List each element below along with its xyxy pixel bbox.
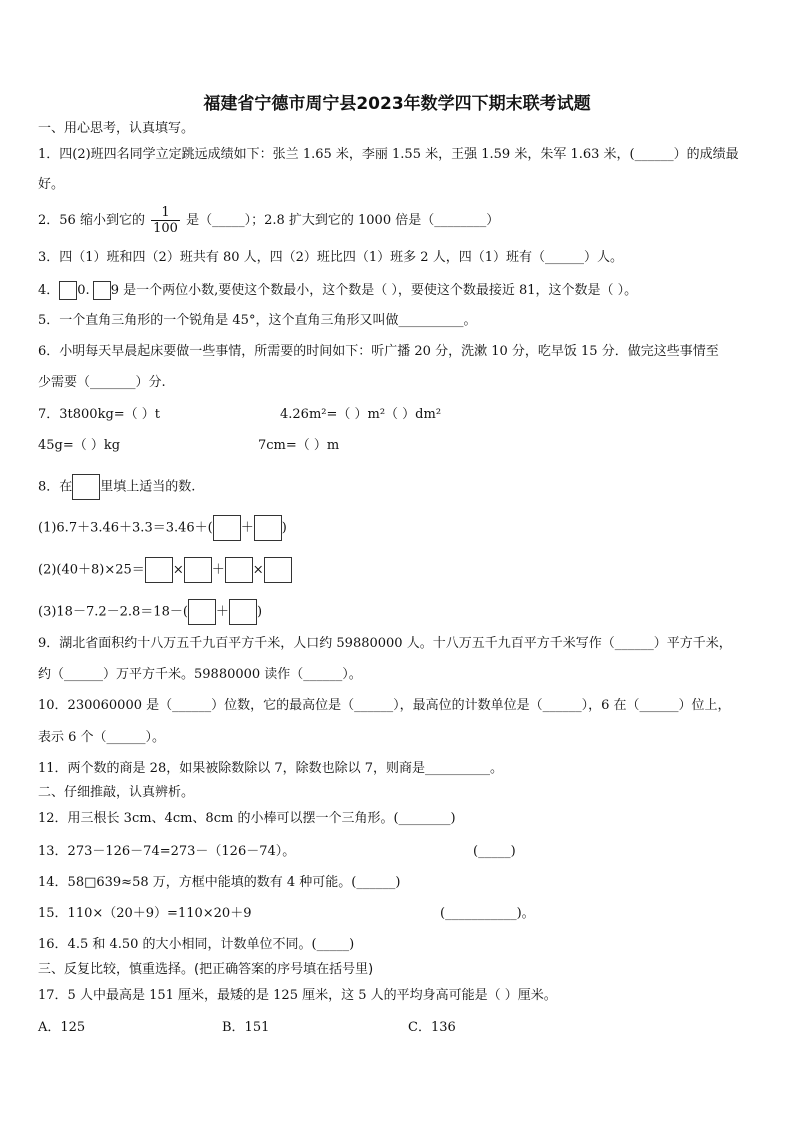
question-17: 17．5 人中最高是 151 厘米，最矮的是 125 厘米，这 5 人的平均身高可能是（ ）厘米。: [38, 988, 557, 1003]
operator: ＋: [240, 520, 254, 536]
question-1-line-2: 好。: [38, 177, 65, 192]
answer-box[interactable]: [229, 599, 257, 625]
question-1-line-1: 1．四(2)班四名同学立定跳远成绩如下：张兰 1.65 米，李丽 1.55 米，王强 1.59 米，朱军 1.63 米，(______）的成绩最: [38, 147, 739, 162]
question-3: 3．四（1）班和四（2）班共有 80 人，四（2）班比四（1）班多 2 人，四（1）班有（______）人。: [38, 250, 623, 265]
question-4-text: 9 是一个两位小数,要使这个数最小，这个数是（ ），要使这个数最接近 81，这个数是（ ）。: [110, 283, 638, 298]
closing-paren: ): [281, 520, 287, 536]
equation-text: (1)6.7＋3.46＋3.3＝3.46＋(: [38, 520, 213, 536]
question-4-number: 4．: [38, 283, 60, 298]
answer-box[interactable]: [254, 515, 282, 541]
answer-box[interactable]: [72, 474, 100, 500]
option-b[interactable]: B．151: [222, 1020, 270, 1035]
question-2-text-end: 是（_____）；2.8 扩大到它的 1000 倍是（________）: [186, 213, 500, 228]
equation-text: (2)(40＋8)×25＝: [38, 562, 145, 578]
section-2-heading: 二、仔细推敲，认真辨析。: [38, 785, 195, 800]
answer-box[interactable]: [213, 515, 241, 541]
question-14: 14．58□639≈58 万，方框中能填的数有 4 种可能。(______): [38, 875, 401, 890]
question-10-line-1: 10．230060000 是（______）位数，它的最高位是（______），最高位的计数单位是（______），6 在（______）位上，: [38, 698, 731, 713]
fraction-denominator: 100: [153, 221, 178, 236]
question-5: 5．一个直角三角形的一个锐角是 45°，这个直角三角形又叫做__________。: [38, 313, 477, 328]
fraction: [151, 205, 180, 236]
answer-blank[interactable]: (_____): [473, 844, 516, 859]
question-7-part-a: 7．3t800kg=（ ）t: [38, 407, 161, 422]
operator: ＋: [215, 604, 229, 620]
question-8-text: 8．在: [38, 479, 73, 495]
fraction-numerator: 1: [151, 205, 180, 221]
answer-box[interactable]: [184, 557, 212, 583]
section-3-heading: 三、反复比较，慎重选择。(把正确答案的序号填在括号里): [38, 962, 374, 977]
question-9-line-1: 9．湖北省面积约十八万五千九百平方千米，人口约 59880000 人。十八万五千九百平方千米写作（______）平方千米，: [38, 636, 732, 651]
question-8-part-3: [38, 599, 262, 625]
equation-text: (3)18－7.2－2.8＝18－(: [38, 604, 188, 620]
question-8-part-2: [38, 557, 292, 583]
question-4-decimal: 0.: [77, 283, 90, 298]
question-11: 11．两个数的商是 28，如果被除数除以 7，除数也除以 7，则商是__________。: [38, 761, 504, 776]
question-10-line-2: 表示 6 个（______）。: [38, 730, 166, 745]
answer-box[interactable]: [188, 599, 216, 625]
operator: ＋: [211, 562, 225, 578]
question-8: [38, 474, 195, 500]
answer-box[interactable]: [264, 557, 292, 583]
page-title: 福建省宁德市周宁县2023年数学四下期末联考试题: [203, 94, 591, 114]
question-6-line-1: 6．小明每天早晨起床要做一些事情，所需要的时间如下：听广播 20 分，洗漱 10 分，吃早饭 15 分．做完这些事情至: [38, 344, 719, 359]
operator: ×: [172, 562, 184, 578]
question-2-text: 2．56 缩小到它的: [38, 213, 145, 228]
question-2: [38, 205, 499, 236]
question-7-part-b: 4.26m²=（ ）m²（ ）dm²: [280, 407, 442, 422]
question-6-line-2: 少需要（_______）分.: [38, 375, 166, 390]
question-8-text-end: 里填上适当的数.: [100, 479, 196, 495]
answer-blank[interactable]: (___________)。: [440, 906, 535, 921]
closing-paren: ): [256, 604, 263, 620]
question-7-part-d: 7cm=（ ）m: [258, 438, 340, 453]
question-7-part-c: 45g=（ ）kg: [38, 438, 121, 453]
section-1-heading: 一、用心思考，认真填写。: [38, 121, 195, 136]
question-4: [38, 281, 637, 300]
question-16: 16．4.5 和 4.50 的大小相同，计数单位不同。(_____): [38, 937, 355, 952]
question-15: 15．110×（20＋9）=110×20＋9: [38, 906, 252, 921]
option-a[interactable]: A．125: [38, 1020, 86, 1035]
operator: ×: [252, 562, 264, 578]
answer-box[interactable]: [59, 281, 77, 300]
answer-box[interactable]: [93, 281, 111, 300]
question-12: 12．用三根长 3cm、4cm、8cm 的小棒可以摆一个三角形。(________): [38, 811, 456, 826]
question-13: 13．273－126－74=273－（126－74）。: [38, 844, 296, 859]
answer-box[interactable]: [145, 557, 173, 583]
answer-box[interactable]: [225, 557, 253, 583]
option-c[interactable]: C．136: [408, 1020, 456, 1035]
question-9-line-2: 约（______）万平方千米。59880000 读作（______）。: [38, 667, 362, 682]
question-8-part-1: [38, 515, 287, 541]
